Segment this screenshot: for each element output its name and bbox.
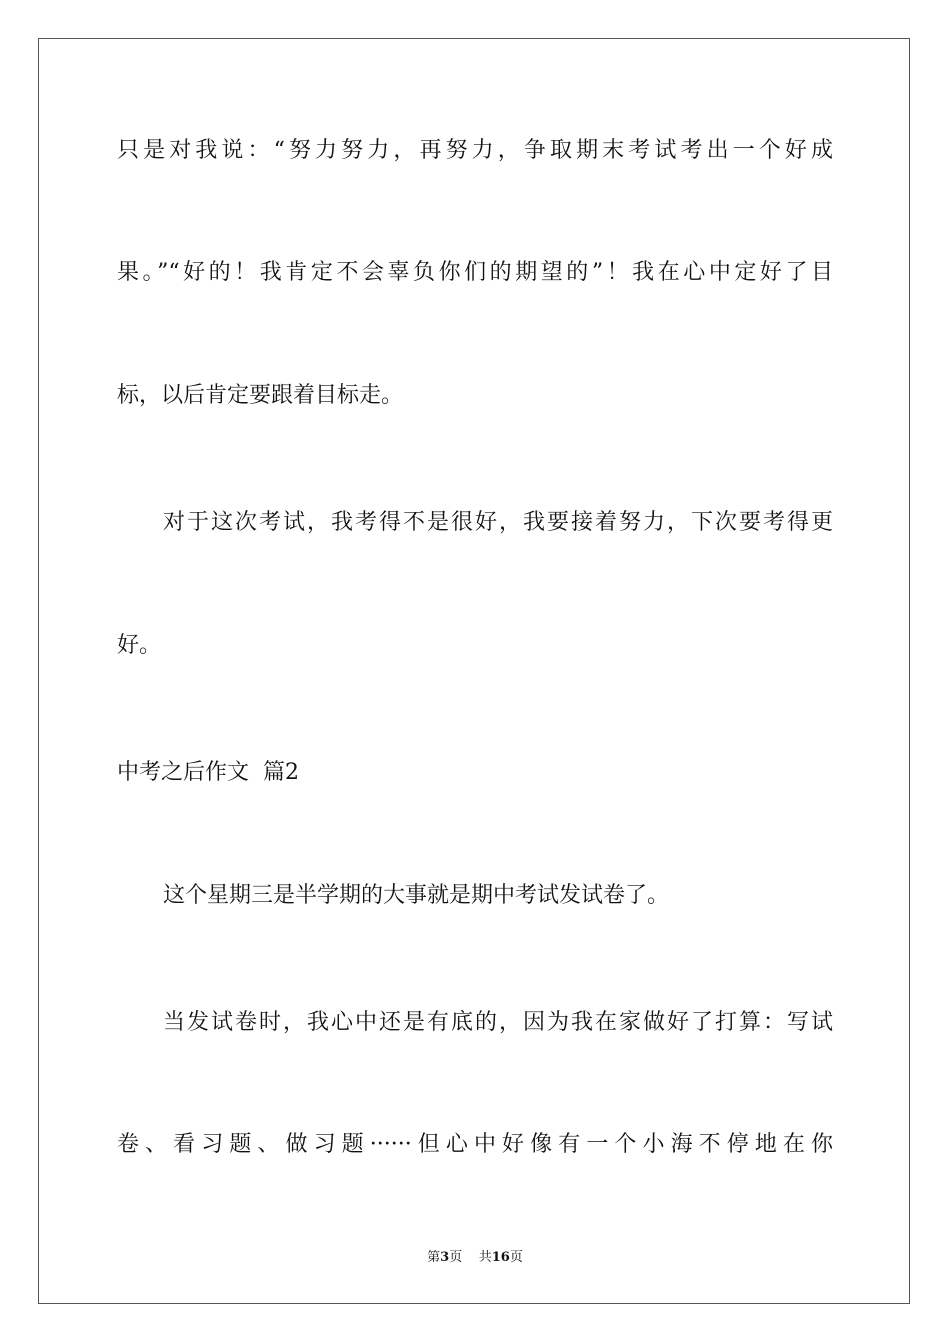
body-line-4: 对于这次考试，我考得不是很好，我要接着努力，下次要考得更 <box>163 510 833 535</box>
footer-page-suffix: 页 <box>449 1250 463 1265</box>
body-line-1: 只是对我说：“努力努力，再努力，争取期末考试考出一个好成 <box>117 138 833 163</box>
footer-total-suffix: 页 <box>509 1250 523 1265</box>
page-footer <box>0 1246 950 1265</box>
page-border <box>38 38 910 1304</box>
body-line-6: 这个星期三是半学期的大事就是期中考试发试卷了。 <box>163 883 670 908</box>
footer-page-number: 3 <box>440 1250 450 1265</box>
footer-page-prefix: 第 <box>427 1250 441 1265</box>
footer-total-number: 16 <box>491 1250 510 1265</box>
body-line-5: 好。 <box>117 633 162 658</box>
body-line-2: 果。”“好的！我肯定不会辜负你们的期望的”！我在心中定好了目 <box>117 260 833 285</box>
body-line-3: 标，以后肯定要跟着目标走。 <box>117 383 404 408</box>
body-line-7: 当发试卷时，我心中还是有底的，因为我在家做好了打算：写试 <box>163 1010 833 1035</box>
footer-total-prefix: 共 <box>478 1250 492 1265</box>
body-line-8: 卷、看习题、做习题······但心中好像有一个小海不停地在你 <box>117 1132 833 1157</box>
section-heading: 中考之后作文 篇2 <box>117 760 299 785</box>
